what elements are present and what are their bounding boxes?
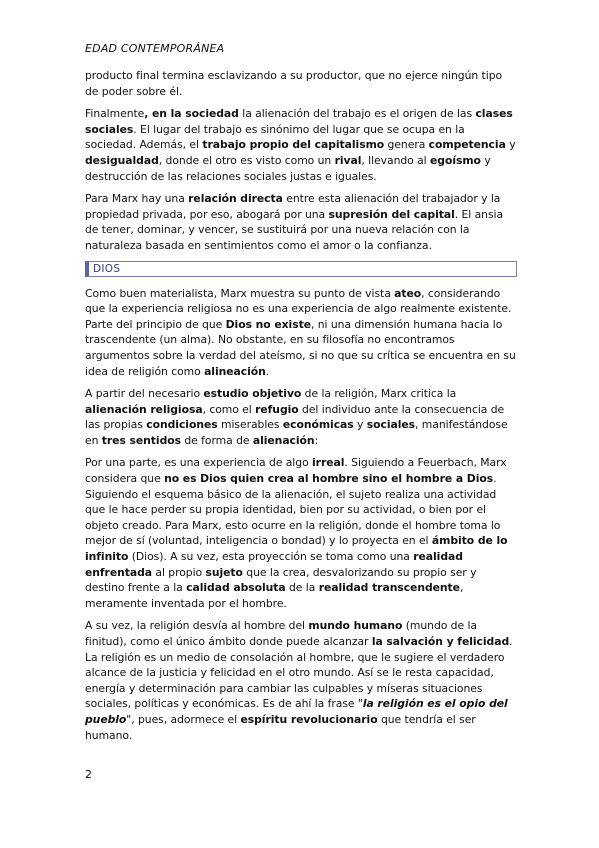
emphasized-quote: la religión es el opio del pueblo	[85, 697, 508, 726]
body-text	[85, 68, 517, 750]
text-run: :	[314, 433, 319, 447]
bold-term: condiciones	[146, 418, 218, 432]
paragraph	[85, 455, 517, 611]
bold-term: estudio objetivo	[203, 387, 302, 401]
bold-term: supresión del capital	[328, 207, 455, 221]
text-run: , como el	[202, 402, 256, 416]
text-run: (mundo de la finitud), como el único ámbito donde puede alcanzar	[85, 619, 477, 648]
text-run: . Siguiendo a Feuerbach, Marx considera que	[85, 456, 507, 486]
bold-term: desigualdad	[85, 153, 159, 167]
section-heading	[85, 261, 517, 277]
text-run: genera	[384, 138, 429, 152]
bold-term: tres sentidos	[101, 433, 181, 447]
text-run: A partir del necesario	[85, 387, 204, 401]
bold-term: irreal	[312, 456, 345, 470]
bold-term: clases sociales	[85, 107, 513, 136]
text-run: y	[353, 418, 367, 432]
text-run: . El ansia de tener, dominar, y vencer, se sustituirá por una nueva relación con la naturaleza basada en sentimientos como el amor o la confianza.	[85, 207, 504, 252]
text-run: .	[265, 364, 270, 378]
text-run: . El lugar del trabajo es sinónimo del lugar que se ocupa en la sociedad. Además, el	[85, 122, 465, 152]
text-run: . Siguiendo el esquema básico de la alienación, el sujeto realiza una actividad que le hace perder su propia identidad, bien por su actividad, o bien por el objeto creado. Para Marx, esto ocurre en la religión, donde el hombre toma lo mejor de sí (voluntad, inteligencia o bondad) y lo proyecta en el	[85, 472, 501, 548]
bold-term: alineación	[204, 364, 266, 378]
text-run: miserables	[217, 418, 283, 432]
bold-term: realidad enfrentada	[85, 550, 463, 579]
text-run: , considerando que la experiencia religiosa no es una experiencia de algo realmente existente. Parte del principio de que	[85, 286, 512, 331]
text-run: Finalmente	[85, 107, 145, 121]
text-run: entre esta alienación del trabajador y la propiedad privada, por eso, abogará por una	[85, 192, 501, 221]
paragraph	[85, 618, 517, 743]
bold-term: ateo	[394, 286, 422, 300]
text-run: , llevando al	[361, 153, 431, 167]
bold-term: realidad transcendente	[318, 581, 460, 595]
text-run: A su vez, la religión desvía al hombre del	[85, 619, 309, 633]
text-run: la alienación del trabajo es el origen de las	[238, 107, 476, 121]
text-run: , donde el otro es visto como un	[158, 153, 335, 167]
text-run: de la	[285, 581, 319, 595]
bold-term: calidad absoluta	[186, 581, 286, 595]
text-run: del individuo ante la consecuencia de las propias	[85, 402, 505, 432]
text-run: y	[505, 138, 516, 152]
text-run: Como buen materialista, Marx muestra su punto de vista	[85, 286, 395, 300]
bold-term: rival	[334, 153, 362, 167]
bold-term: ámbito de lo infinito	[85, 534, 508, 564]
text-run: y destrucción de las relaciones sociales justas e iguales.	[85, 153, 491, 183]
section-heading-label: DIOS	[93, 262, 121, 275]
bold-term: refugio	[255, 402, 299, 416]
text-run: ", pues, adormece el	[126, 712, 241, 726]
bold-term: sociales	[366, 418, 416, 432]
text-run: al propio	[152, 565, 206, 579]
bold-term: trabajo propio del capitalismo	[202, 138, 385, 152]
bold-term: no es Dios quien crea al hombre sino el hombre a Dios	[164, 472, 494, 486]
text-run: que tendría el ser humano.	[85, 712, 476, 742]
bold-term: económicas	[282, 418, 354, 432]
bold-term: Dios no existe	[225, 317, 311, 331]
bold-term: , en la sociedad	[144, 107, 239, 121]
text-run: Por una parte, es una experiencia de algo	[85, 456, 313, 470]
text-run: . La religión es un medio de consolación al hombre, que le sugiere el verdadero alcance de la justicia y felicidad en el otro mundo. Así se le resta capacidad, energía y determinación para cambiar las culpables y míseras situaciones sociales, políticas y económicas. Es de ahí la frase "	[85, 635, 513, 711]
bold-term: competencia	[428, 138, 506, 152]
text-run: , meramente inventada por el hombre.	[85, 581, 464, 610]
paragraph	[85, 68, 517, 99]
text-run: Para Marx hay una	[85, 192, 189, 206]
bold-term: mundo humano	[308, 619, 403, 633]
bold-term: sujeto	[205, 565, 243, 579]
bold-term: relación directa	[188, 192, 283, 206]
bold-term: la salvación y felicidad	[371, 635, 510, 648]
page-number: 2	[85, 768, 92, 781]
paragraph	[85, 386, 517, 448]
bold-term: egoísmo	[430, 153, 481, 167]
text-run: de la religión, Marx critica la	[301, 387, 457, 401]
text-run: de forma de	[181, 433, 253, 447]
bold-term: alienación religiosa	[85, 402, 203, 416]
paragraph	[85, 191, 517, 253]
text-run: (Dios). A su vez, esta proyección se toma como una	[128, 550, 414, 564]
text-run: , ni una dimensión humana hacia lo trascendente (un alma). No obstante, en su filosofía no encontramos argumentos sobre la verdad del ateísmo, si no que su crítica se encuentra en su idea de religión como	[85, 317, 516, 378]
paragraph	[85, 106, 517, 184]
paragraph	[85, 286, 517, 380]
text-run: que la crea, desvalorizando su propio ser y destino frente a la	[85, 565, 477, 595]
bold-term: alienación	[252, 433, 315, 447]
paragraphs-bottom	[85, 286, 517, 744]
text-run: , manifestándose en	[85, 418, 508, 447]
paragraphs-top	[85, 68, 517, 254]
bold-term: espíritu revolucionario	[240, 712, 378, 726]
text-run: producto final termina esclavizando a su productor, que no ejerce ningún tipo de poder sobre él.	[85, 69, 503, 98]
running-header: EDAD CONTEMPORÁNEA	[85, 42, 225, 55]
